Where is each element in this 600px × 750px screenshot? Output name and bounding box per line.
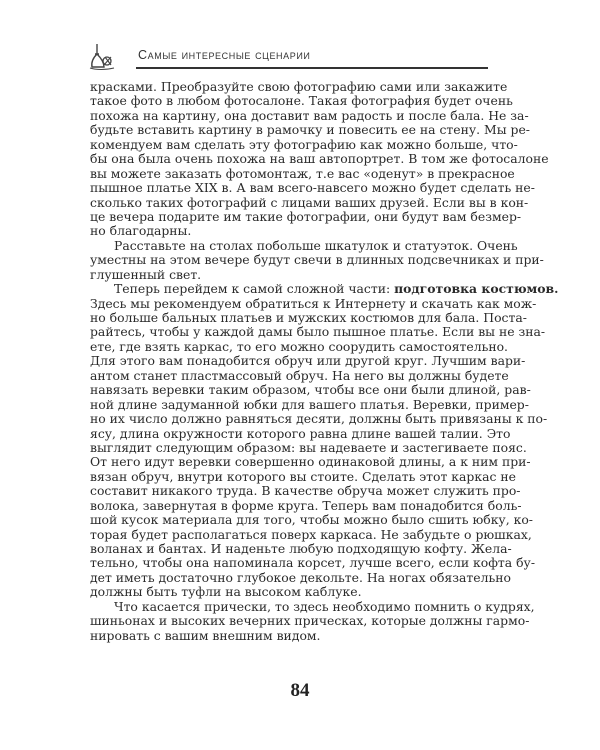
text-line: антом станет пластмассовый обруч. На него вы должны будете [90,367,509,383]
text-line: но больше бальных платьев и мужских костюмов для бала. Поста- [90,310,527,325]
text-line: но благодарны. [90,223,192,239]
text-line: волока, завернутая в форме круга. Теперь вам понадобится боль- [90,497,522,513]
text-line: вязан обруч, внутри которого вы стоите. Сделать этот каркас не [90,468,516,484]
paragraph-lead: Теперь перейдем к самой сложной части: [114,281,395,297]
text-line: це вечера подарите им такие фотографии, они будут вам безмер- [90,208,522,224]
text-line: ясу, длина окружности которого равна длине вашей талии. Это [90,425,511,441]
text-line: Здесь мы рекомендуем обратиться к Интернету и скачать как мож- [90,295,537,311]
text-line: Что касается прически, то здесь необходимо помнить о кудрях, [114,598,535,614]
running-header [88,40,488,72]
bold-term: подготовка костюмов. [394,281,559,297]
running-title: Самые интересные сценарии [138,48,311,62]
text-line: Расставьте на столах побольше шкатулок и статуэток. Очень [114,237,518,253]
text-line: шиньонах и высоких вечерних прическах, которые должны гармо- [90,613,530,629]
paragraph [90,237,544,282]
text-line: ной длине задуманной юбки для вашего платья. Веревки, пример- [90,396,529,412]
text-line: торая будет располагаться поверх каркаса. Не забудьте о рюшках, [90,526,532,542]
paragraph [90,79,549,239]
text-line: красками. Преобразуйте свою фотографию сами или закажите [90,79,508,94]
candle-lamp-icon [88,42,116,70]
text-line: дет иметь достаточно глубокое декольте. На ногах обязательно [90,569,511,585]
text-line: но их число должно равняться десяти, должны быть привязаны к по- [90,411,548,427]
text-line: пышное платье XIX в. А вам всего-навсего можно будет сделать не- [90,180,535,196]
text-line: уместны на этом вечере будут свечи в длинных подсвечниках и при- [90,252,544,268]
text-line: похожа на картину, она доставит вам радость и после бала. Не за- [90,107,529,123]
text-line: навязать веревки таким образом, чтобы все они были длиной, рав- [90,382,531,398]
paragraph [90,281,559,600]
text-line: такое фото в любом фотосалоне. Такая фотография будет очень [90,93,513,109]
text-line: вы можете заказать фотомонтаж, т.е вас «оденут» в прекрасное [90,165,515,181]
text-line: Для этого вам понадобится обруч или другой круг. Лучшим вари- [90,353,526,369]
paragraph [90,598,535,643]
text-line: глушенный свет. [90,266,202,282]
text-line: должны быть туфли на высоком каблуке. [90,584,362,600]
text-line: нировать с вашим внешним видом. [90,627,321,643]
header-rule [136,67,488,69]
text-line: От него идут веревки совершенно одинаковой длины, а к ним при- [90,454,531,470]
text-line: выглядит следующим образом: вы надеваете и застегиваете пояс. [90,439,527,455]
text-line: составит никакого труда. В качестве обруча может служить про- [90,483,521,499]
text-line: сколько таких фотографий с лицами ваших друзей. Если вы в кон- [90,194,529,210]
text-line: тельно, чтобы она напоминала корсет, лучше всего, если кофта бу- [90,555,536,571]
text-line: будьте вставить картину в рамочку и повесить ее на стену. Мы ре- [90,122,530,138]
page-body [90,79,559,643]
text-line: шой кусок материала для того, чтобы можно было сшить юбку, ко- [90,512,533,528]
text-line: воланах и бантах. И наденьте любую подходящую кофту. Жела- [90,541,512,556]
page-number: 84 [290,680,310,701]
text-line: бы она была очень похожа на ваш автопортрет. В том же фотосалоне [90,151,549,167]
text-line: райтесь, чтобы у каждой дамы было пышное платье. Если вы не зна- [90,324,546,340]
text-line [90,281,559,297]
text-line: комендуем вам сделать эту фотографию как можно больше, что- [90,136,518,152]
text-line: ете, где взять каркас, то его можно соорудить самостоятельно. [90,338,508,354]
